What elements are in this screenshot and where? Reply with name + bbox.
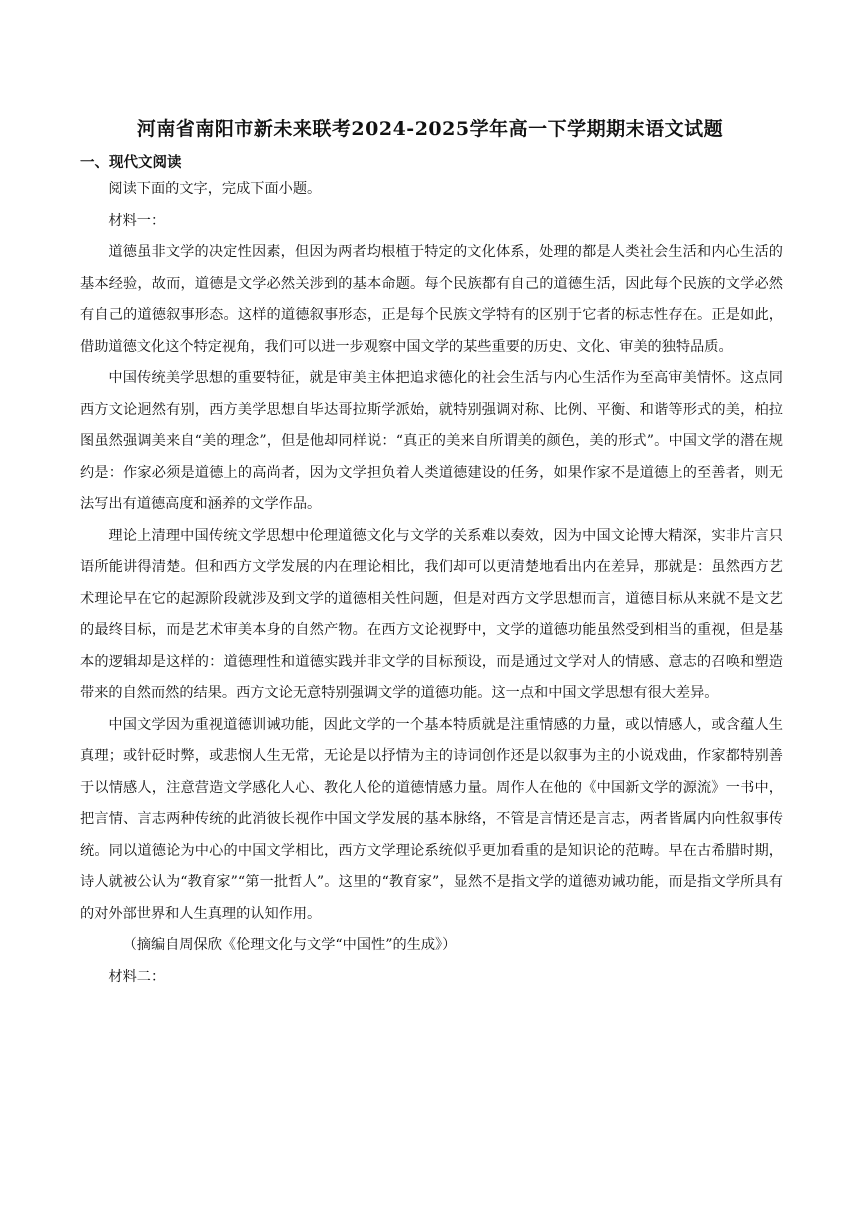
material-one-label: 材料一： — [108, 212, 166, 229]
paragraph-4: 中国文学因为重视道德训诫功能，因此文学的一个基本特质就是注重情感的力量，或以情感人，或含蕴人生真理；或针砭时弊，或悲悯人生无常，无论是以抒情为主的诗词创作还是以叙事为主的小说戏曲，作家都特别善于以情感人，注意营造文学感化人心、教化人伦的道德情感力量。周作人在他的《中国新文学的源流》一书中，把言情、言志两种传统的此消彼长视作中国文学发展的基本脉络，不管是言情还是言志，两者皆属内向性叙事传统。同以道德论为中心的中国文学相比，西方文学理论系统似乎更加看重的是知识论的范畴。早在古希腊时期，诗人就被公认为“教育家”“第一批哲人”。这里的“教育家”，显然不是指文学的道德劝诫功能，而是指文学所具有的对外部世界和人生真理的认知作用。 — [80, 716, 783, 922]
source-citation: （摘编自周保欣《伦理文化与文学“中国性”的生成》） — [122, 937, 457, 953]
material-two-label: 材料二： — [108, 968, 166, 985]
section-heading: 一、现代文阅读 — [80, 155, 182, 171]
document-title: 河南省南阳市新未来联考2024-2025学年高一下学期期末语文试题 — [136, 118, 724, 140]
instruction-text: 阅读下面的文字，完成下面小题。 — [108, 181, 322, 197]
paragraph-3: 理论上清理中国传统文学思想中伦理道德文化与文学的关系难以奏效，因为中国文论博大精深，实非片言只语所能讲得清楚。但和西方文学发展的内在理论相比，我们却可以更清楚地看出内在差异，那就是：虽然西方艺术理论早在它的起源阶段就涉及到文学的道德相关性问题，但是对西方文学思想而言，道德目标从来就不是文艺的最终目标，而是艺术审美本身的自然产物。在西方文论视野中，文学的道德功能虽然受到相当的重视，但是基本的逻辑却是这样的：道德理性和道德实践并非文学的目标预设，而是通过文学对人的情感、意志的召唤和塑造带来的自然而然的结果。西方文论无意特别强调文学的道德功能。这一点和中国文学思想有很大差异。 — [80, 527, 783, 701]
paragraph-2: 中国传统美学思想的重要特征，就是审美主体把追求德化的社会生活与内心生活作为至高审美情怀。这点同西方文论迥然有别，西方美学思想自毕达哥拉斯学派始，就特别强调对称、比例、平衡、和谐等形式的美，柏拉图虽然强调美来自“美的理念”，但是他却同样说：“真正的美来自所谓美的颜色，美的形式”。中国文学的潜在规约是：作家必须是道德上的高尚者，因为文学担负着人类道德建设的任务，如果作家不是道德上的至善者，则无法写出有道德高度和涵养的文学作品。 — [80, 370, 783, 512]
reading-passage — [80, 174, 783, 993]
paragraph-1: 道德虽非文学的决定性因素，但因为两者均根植于特定的文化体系，处理的都是人类社会生活和内心生活的基本经验，故而，道德是文学必然关涉到的基本命题。每个民族都有自己的道德生活，因此每个民族的文学必然有自己的道德叙事形态。这样的道德叙事形态，正是每个民族文学特有的区别于它者的标志性存在。正是如此，借助道德文化这个特定视角，我们可以进一步观察中国文学的某些重要的历史、文化、审美的独特品质。 — [80, 244, 783, 355]
